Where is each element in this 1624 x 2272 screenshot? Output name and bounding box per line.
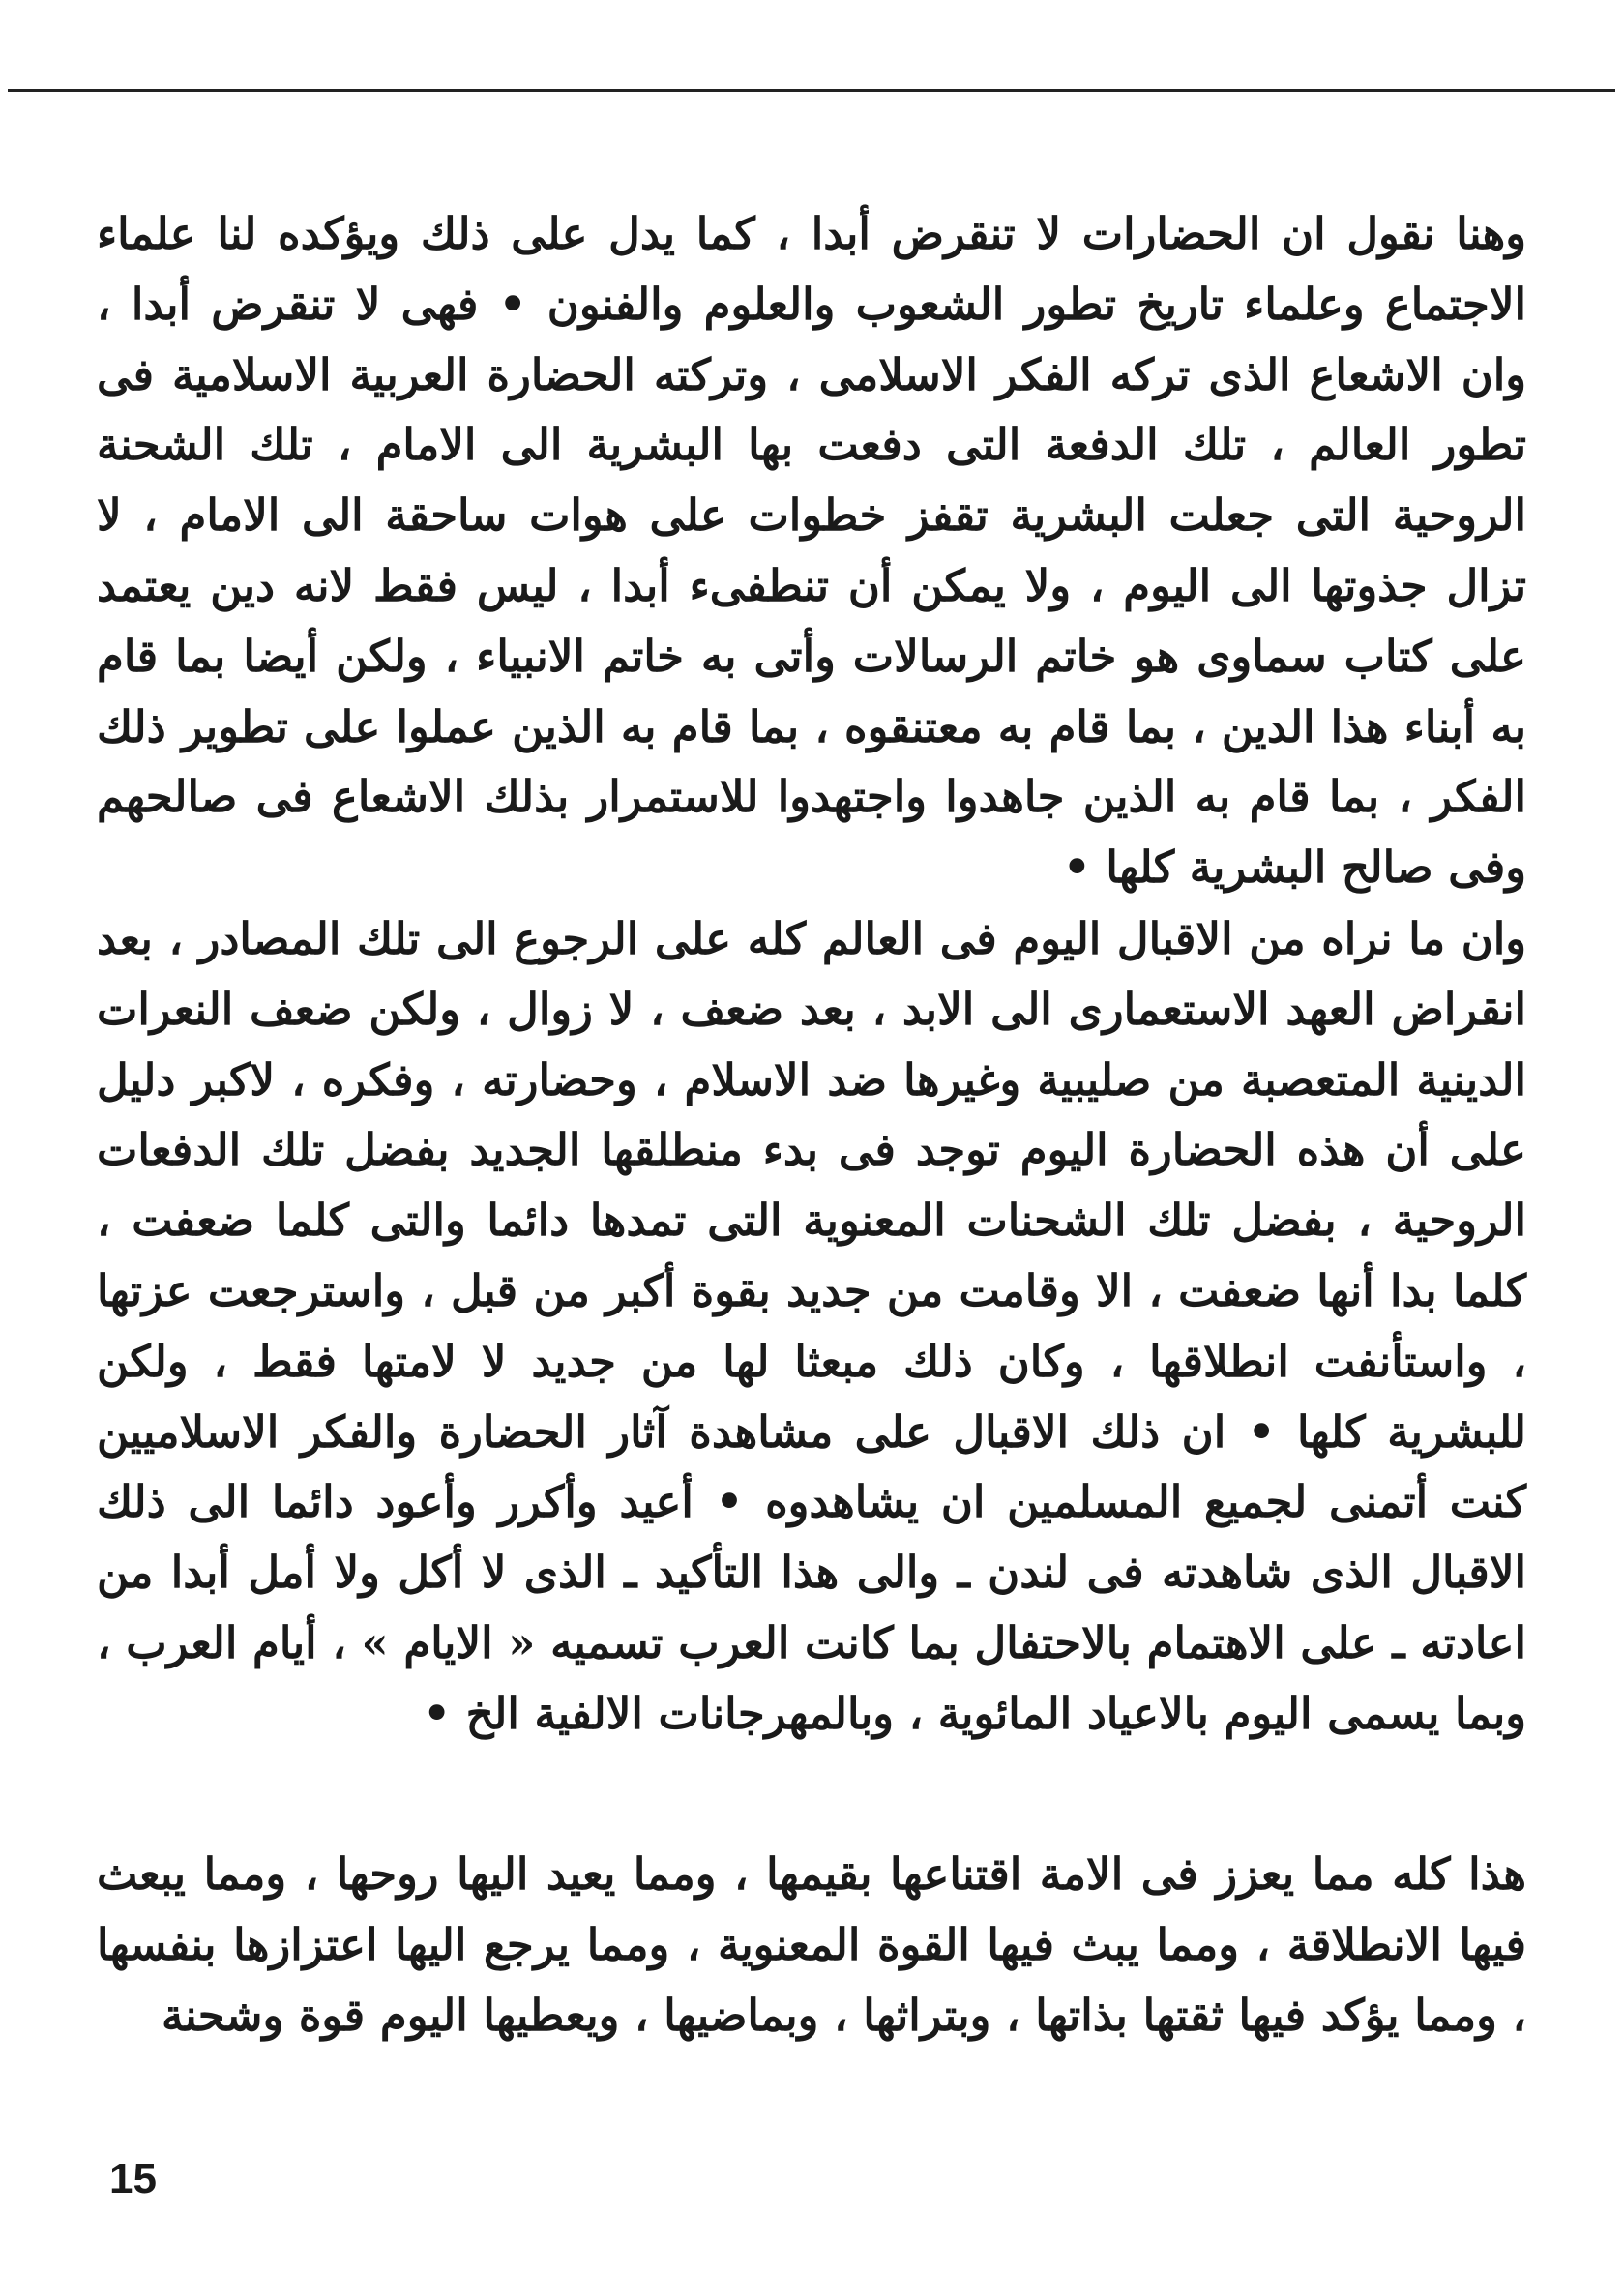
header-rule: [8, 89, 1615, 92]
paragraph-2: وان ما نراه من الاقبال اليوم فى العالم كله على الرجوع الى تلك المصادر ، بعد انقراض العهد الاستعمارى الى الابد ، بعد ضعف ، لا زوال ، ولكن ضعف النعرات الدينية المتعصبة من صليبية وغيرها ضد الاسلام ، وحضارته ، وفكره ، لاكبر دليل على أن هذه الحضارة اليوم توجد فى بدء منطلقها الجديد بفضل تلك الدفعات الروحية ، بفضل تلك الشحنات المعنوية التى تمدها دائما والتى كلما ضعفت ، كلما بدا أنها ضعفت ، الا وقامت من جديد بقوة أكبر من قبل ، واسترجعت عزتها ، واستأنفت انطلاقها ، وكان ذلك مبعثا لها من جديد لا لامتها فقط ، ولكن للبشرية كلها • ان ذلك الاقبال على مشاهدة آثار الحضارة والفكر الاسلاميين كنت أتمنى لجميع المسلمين ان يشاهدوه • أعيد وأكرر وأعود دائما الى ذلك الاقبال الذى شاهدته فى لندن ـ والى هذا التأكيد ـ الذى لا أكل ولا أمل أبدا من اعادته ـ على الاهتمام بالاحتفال بما كانت العرب تسميه « الايام » ، أيام العرب ، وبما يسمى اليوم بالاعياد المائوية ، وبالمهرجانات الالفية الخ •: [97, 913, 1526, 1739]
paragraph-1: وهنا نقول ان الحضارات لا تنقرض أبدا ، كما يدل على ذلك ويؤكده لنا علماء الاجتماع وعلماء تاريخ تطور الشعوب والعلوم والفنون • فهى لا تنقرض أبدا ، وان الاشعاع الذى تركه الفكر الاسلامى ، وتركته الحضارة العربية الاسلامية فى تطور العالم ، تلك الدفعة التى دفعت بها البشرية الى الامام ، تلك الشحنة الروحية التى جعلت البشرية تقفز خطوات على هوات ساحقة الى الامام ، لا تزال جذوتها الى اليوم ، ولا يمكن أن تنطفىء أبدا ، ليس فقط لانه دين يعتمد على كتاب سماوى هو خاتم الرسالات وأتى به خاتم الانبياء ، ولكن أيضا بما قام به أبناء هذا الدين ، بما قام به معتنقوه ، بما قام به الذين عملوا على تطوير ذلك الفكر ، بما قام به الذين جاهدوا واجتهدوا للاستمرار بذلك الاشعاع فى صالحهم وفى صالح البشرية كلها •: [97, 208, 1526, 894]
paragraph-3: هذا كله مما يعزز فى الامة اقتناعها بقيمها ، ومما يعيد اليها روحها ، ومما يبعث فيها الانطلاقة ، ومما يبث فيها القوة المعنوية ، ومما يرجع اليها اعتزازها بنفسها ، ومما يؤكد فيها ثقتها بذاتها ، وبتراثها ، وبماضيها ، ويعطيها اليوم قوة وشحنة: [97, 1848, 1526, 2041]
page-number: 15: [109, 2155, 157, 2202]
